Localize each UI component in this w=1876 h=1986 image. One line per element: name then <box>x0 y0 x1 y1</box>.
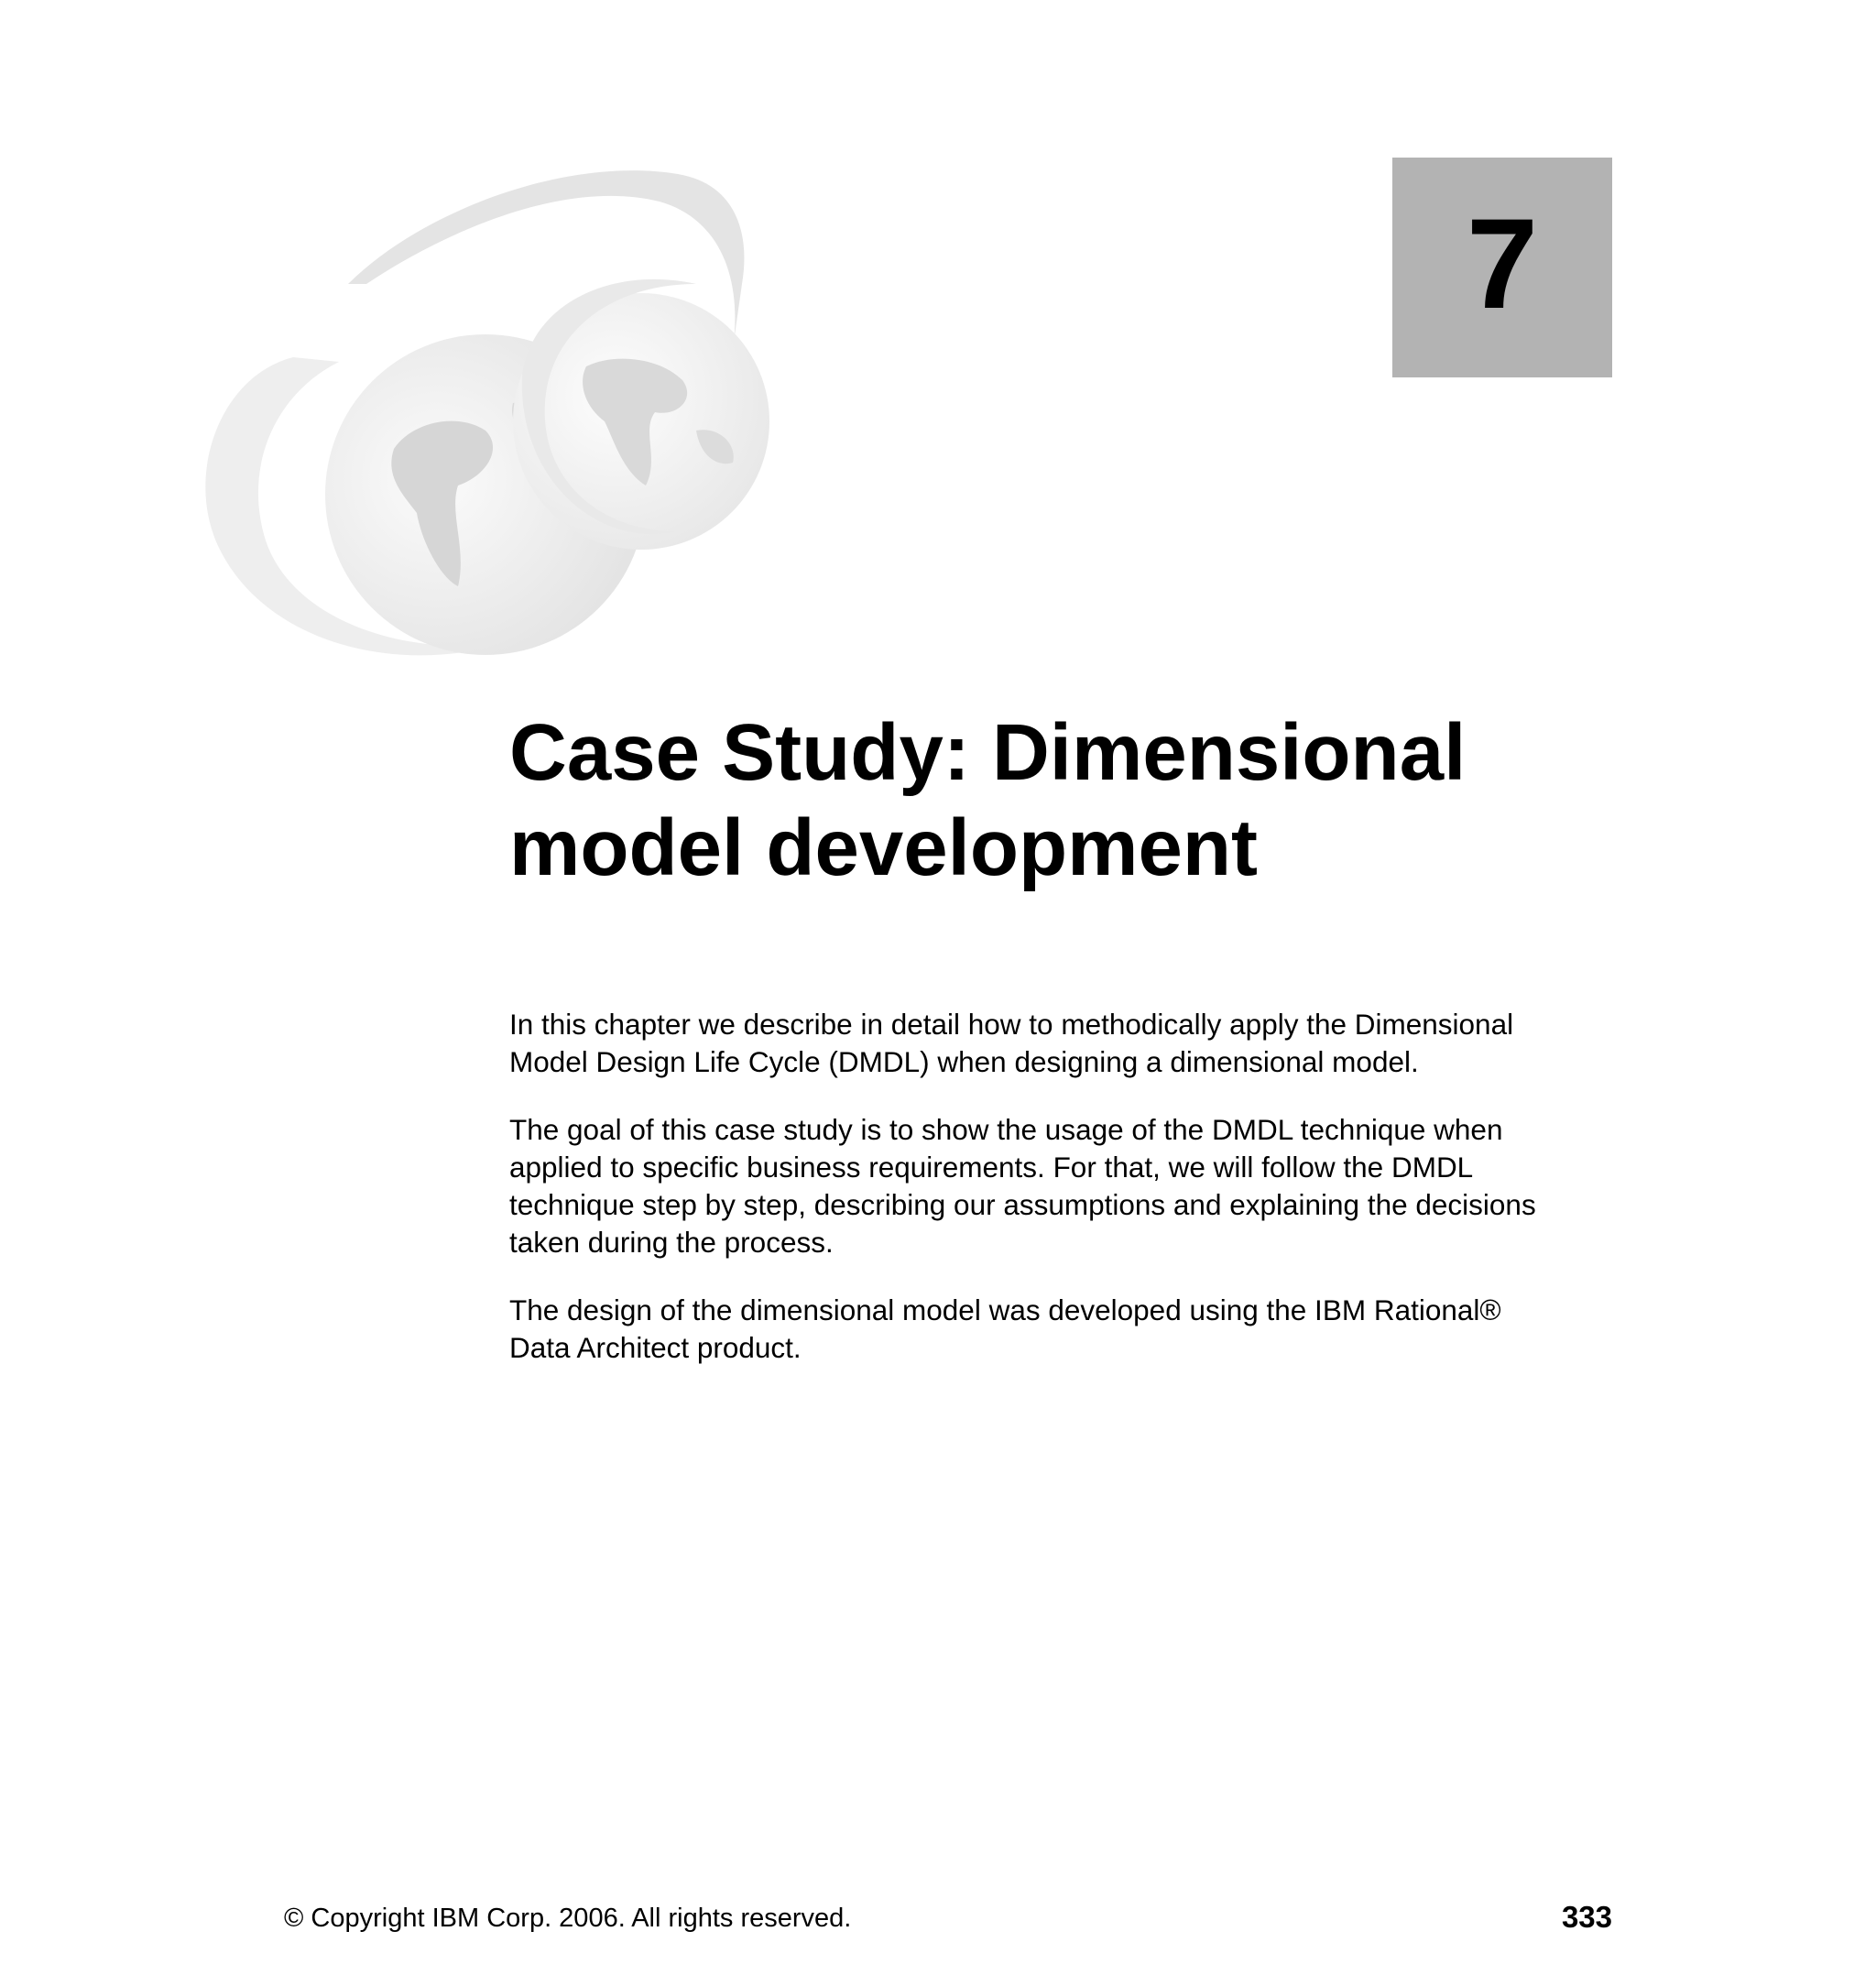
footer-copyright: © Copyright IBM Corp. 2006. All rights reserved. <box>284 1904 852 1933</box>
chapter-intro <box>509 1006 1636 1397</box>
text-line: Model Design Life Cycle (DMDL) when designing a dimensional model. <box>509 1045 1419 1078</box>
intro-paragraph-2 <box>509 1111 1636 1261</box>
chapter-title-line-2: model development <box>509 803 1258 892</box>
chapter-title-line-1: Case Study: Dimensional <box>509 708 1467 797</box>
text-line: Data Architect product. <box>509 1331 802 1364</box>
text-line: The goal of this case study is to show the usage of the DMDL technique when <box>509 1113 1503 1146</box>
text-line: applied to specific business requirements. For that, we will follow the DMDL <box>509 1151 1474 1184</box>
text-line: In this chapter we describe in detail how to methodically apply the Dimensional <box>509 1008 1514 1041</box>
globe-swirl-icon <box>183 147 843 678</box>
text-line: technique step by step, describing our assumptions and explaining the decisions <box>509 1188 1536 1221</box>
chapter-number-box <box>1392 158 1612 377</box>
intro-paragraph-1 <box>509 1006 1636 1081</box>
chapter-number: 7 <box>1467 191 1538 335</box>
text-line: The design of the dimensional model was developed using the IBM Rational® <box>509 1293 1501 1326</box>
chapter-title <box>509 705 1654 896</box>
text-line: taken during the process. <box>509 1226 834 1259</box>
page-number: 333 <box>1561 1900 1612 1934</box>
intro-paragraph-3 <box>509 1292 1636 1367</box>
